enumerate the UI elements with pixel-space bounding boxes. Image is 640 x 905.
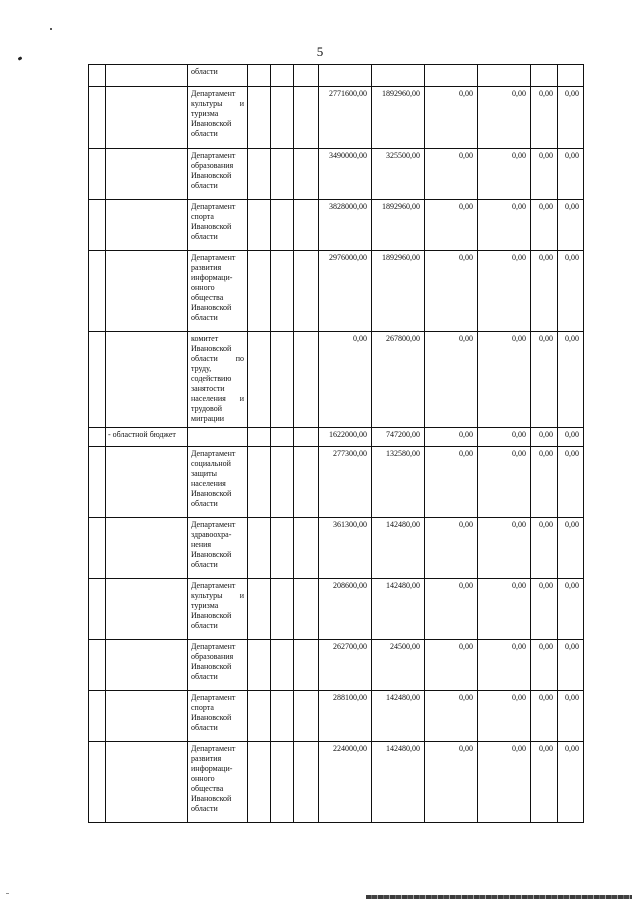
- amount-cell: 0,00: [531, 149, 558, 200]
- empty-cell: [271, 691, 294, 742]
- amount-cell: [531, 65, 558, 87]
- scan-noise: [366, 895, 632, 899]
- amount-cell: 361300,00: [319, 518, 372, 579]
- amount-cell: 0,00: [425, 640, 478, 691]
- amount-cell: 142480,00: [372, 691, 425, 742]
- table-row: [89, 518, 584, 579]
- amount-cell: 0,00: [558, 579, 584, 640]
- empty-cell: [294, 149, 319, 200]
- funding-source-cell: [106, 640, 188, 691]
- empty-cell: [271, 640, 294, 691]
- amount-cell: 0,00: [531, 579, 558, 640]
- organization-cell: Департамент спорта Ивановской области: [188, 200, 248, 251]
- funding-source-cell: [106, 87, 188, 149]
- organization-cell: Департамент культуры и туризма Ивановской области: [188, 579, 248, 640]
- empty-cell: [294, 332, 319, 428]
- empty-cell: [294, 640, 319, 691]
- amount-cell: 0,00: [558, 332, 584, 428]
- amount-cell: 747200,00: [372, 428, 425, 447]
- funding-source-cell: [106, 332, 188, 428]
- empty-cell: [294, 200, 319, 251]
- empty-cell: [271, 579, 294, 640]
- amount-cell: 142480,00: [372, 579, 425, 640]
- amount-cell: 0,00: [558, 447, 584, 518]
- amount-cell: 0,00: [425, 428, 478, 447]
- amount-cell: 0,00: [425, 149, 478, 200]
- organization-cell: [188, 428, 248, 447]
- amount-cell: 0,00: [425, 742, 478, 823]
- scan-speck: [6, 893, 9, 894]
- empty-cell: [271, 447, 294, 518]
- amount-cell: [319, 65, 372, 87]
- table-row: [89, 742, 584, 823]
- amount-cell: 0,00: [478, 87, 531, 149]
- scan-speck: [50, 28, 52, 30]
- funding-source-cell: [106, 251, 188, 332]
- amount-cell: 0,00: [531, 742, 558, 823]
- page-number: 5: [316, 44, 324, 59]
- empty-cell: [89, 447, 106, 518]
- amount-cell: 0,00: [478, 149, 531, 200]
- amount-cell: 0,00: [478, 200, 531, 251]
- empty-cell: [271, 149, 294, 200]
- amount-cell: 0,00: [425, 447, 478, 518]
- amount-cell: 0,00: [425, 200, 478, 251]
- empty-cell: [89, 518, 106, 579]
- empty-cell: [294, 447, 319, 518]
- amount-cell: 142480,00: [372, 742, 425, 823]
- amount-cell: 132580,00: [372, 447, 425, 518]
- table-row: [89, 149, 584, 200]
- amount-cell: 262700,00: [319, 640, 372, 691]
- amount-cell: 0,00: [558, 428, 584, 447]
- amount-cell: 0,00: [531, 200, 558, 251]
- amount-cell: 0,00: [478, 518, 531, 579]
- amount-cell: 0,00: [425, 251, 478, 332]
- organization-cell: Департамент спорта Ивановской области: [188, 691, 248, 742]
- empty-cell: [248, 87, 271, 149]
- budget-table: [88, 64, 584, 823]
- table-row: [89, 447, 584, 518]
- amount-cell: 3828000,00: [319, 200, 372, 251]
- empty-cell: [89, 149, 106, 200]
- empty-cell: [89, 87, 106, 149]
- amount-cell: 0,00: [558, 691, 584, 742]
- empty-cell: [248, 447, 271, 518]
- amount-cell: 0,00: [558, 742, 584, 823]
- empty-cell: [271, 332, 294, 428]
- funding-source-cell: [106, 691, 188, 742]
- empty-cell: [248, 691, 271, 742]
- empty-cell: [89, 579, 106, 640]
- empty-cell: [294, 518, 319, 579]
- amount-cell: 2771600,00: [319, 87, 372, 149]
- empty-cell: [271, 200, 294, 251]
- amount-cell: 0,00: [425, 518, 478, 579]
- table-row: [89, 87, 584, 149]
- empty-cell: [294, 691, 319, 742]
- amount-cell: 0,00: [558, 149, 584, 200]
- organization-cell: Департамент культуры и туризма Ивановской области: [188, 87, 248, 149]
- amount-cell: 0,00: [478, 332, 531, 428]
- empty-cell: [248, 200, 271, 251]
- empty-cell: [248, 518, 271, 579]
- amount-cell: 325500,00: [372, 149, 425, 200]
- empty-cell: [248, 332, 271, 428]
- funding-source-cell: - областной бюджет: [106, 428, 188, 447]
- empty-cell: [89, 640, 106, 691]
- amount-cell: 2976000,00: [319, 251, 372, 332]
- amount-cell: 0,00: [531, 332, 558, 428]
- empty-cell: [248, 742, 271, 823]
- organization-cell: Департамент развития информаци-онного общества Ивановской области: [188, 251, 248, 332]
- amount-cell: [478, 65, 531, 87]
- funding-source-cell: [106, 579, 188, 640]
- organization-cell: области: [188, 65, 248, 87]
- empty-cell: [248, 428, 271, 447]
- empty-cell: [294, 87, 319, 149]
- empty-cell: [294, 742, 319, 823]
- empty-cell: [271, 518, 294, 579]
- empty-cell: [294, 65, 319, 87]
- organization-cell: Департамент развития информаци-онного общества Ивановской области: [188, 742, 248, 823]
- amount-cell: 208600,00: [319, 579, 372, 640]
- empty-cell: [89, 251, 106, 332]
- organization-cell: Департамент здравоохра-нения Ивановской области: [188, 518, 248, 579]
- table-row: [89, 579, 584, 640]
- funding-source-cell: [106, 742, 188, 823]
- empty-cell: [248, 640, 271, 691]
- amount-cell: 0,00: [531, 447, 558, 518]
- empty-cell: [294, 428, 319, 447]
- amount-cell: 0,00: [531, 518, 558, 579]
- empty-cell: [248, 579, 271, 640]
- amount-cell: 142480,00: [372, 518, 425, 579]
- amount-cell: 224000,00: [319, 742, 372, 823]
- table-row: [89, 640, 584, 691]
- empty-cell: [89, 332, 106, 428]
- table-row: [89, 691, 584, 742]
- table-row: [89, 251, 584, 332]
- empty-cell: [89, 691, 106, 742]
- empty-cell: [294, 579, 319, 640]
- funding-source-cell: [106, 518, 188, 579]
- amount-cell: 0,00: [478, 447, 531, 518]
- amount-cell: 0,00: [425, 332, 478, 428]
- table-row: [89, 332, 584, 428]
- funding-source-cell: [106, 200, 188, 251]
- amount-cell: 1892960,00: [372, 87, 425, 149]
- empty-cell: [271, 428, 294, 447]
- empty-cell: [271, 742, 294, 823]
- amount-cell: 0,00: [531, 251, 558, 332]
- amount-cell: 288100,00: [319, 691, 372, 742]
- amount-cell: 0,00: [531, 87, 558, 149]
- amount-cell: [558, 65, 584, 87]
- empty-cell: [89, 428, 106, 447]
- amount-cell: 0,00: [558, 87, 584, 149]
- amount-cell: 1892960,00: [372, 200, 425, 251]
- table-body: [89, 65, 584, 823]
- organization-cell: Департамент социальной защиты населения Ивановской области: [188, 447, 248, 518]
- amount-cell: 0,00: [478, 742, 531, 823]
- amount-cell: 3490000,00: [319, 149, 372, 200]
- amount-cell: 0,00: [425, 87, 478, 149]
- amount-cell: 0,00: [425, 691, 478, 742]
- empty-cell: [248, 149, 271, 200]
- organization-cell: Департамент образования Ивановской области: [188, 640, 248, 691]
- table-row: [89, 428, 584, 447]
- amount-cell: 0,00: [478, 579, 531, 640]
- amount-cell: 0,00: [558, 518, 584, 579]
- empty-cell: [248, 251, 271, 332]
- amount-cell: 0,00: [531, 428, 558, 447]
- organization-cell: комитет Ивановской области по труду, содействию занятости населения и трудовой миграции: [188, 332, 248, 428]
- amount-cell: 0,00: [531, 691, 558, 742]
- funding-source-cell: [106, 447, 188, 518]
- amount-cell: 0,00: [558, 251, 584, 332]
- empty-cell: [271, 87, 294, 149]
- amount-cell: 277300,00: [319, 447, 372, 518]
- amount-cell: [425, 65, 478, 87]
- amount-cell: 1622000,00: [319, 428, 372, 447]
- amount-cell: 0,00: [558, 200, 584, 251]
- amount-cell: 0,00: [425, 579, 478, 640]
- amount-cell: 0,00: [478, 251, 531, 332]
- table-row: [89, 200, 584, 251]
- empty-cell: [248, 65, 271, 87]
- amount-cell: 267800,00: [372, 332, 425, 428]
- amount-cell: 0,00: [531, 640, 558, 691]
- amount-cell: 0,00: [478, 428, 531, 447]
- funding-source-cell: [106, 65, 188, 87]
- empty-cell: [271, 65, 294, 87]
- empty-cell: [89, 200, 106, 251]
- empty-cell: [271, 251, 294, 332]
- amount-cell: [372, 65, 425, 87]
- empty-cell: [89, 65, 106, 87]
- amount-cell: 0,00: [319, 332, 372, 428]
- organization-cell: Департамент образования Ивановской области: [188, 149, 248, 200]
- empty-cell: [89, 742, 106, 823]
- amount-cell: 24500,00: [372, 640, 425, 691]
- amount-cell: 0,00: [478, 640, 531, 691]
- amount-cell: 0,00: [558, 640, 584, 691]
- empty-cell: [294, 251, 319, 332]
- table-row: [89, 65, 584, 87]
- amount-cell: 0,00: [478, 691, 531, 742]
- funding-source-cell: [106, 149, 188, 200]
- amount-cell: 1892960,00: [372, 251, 425, 332]
